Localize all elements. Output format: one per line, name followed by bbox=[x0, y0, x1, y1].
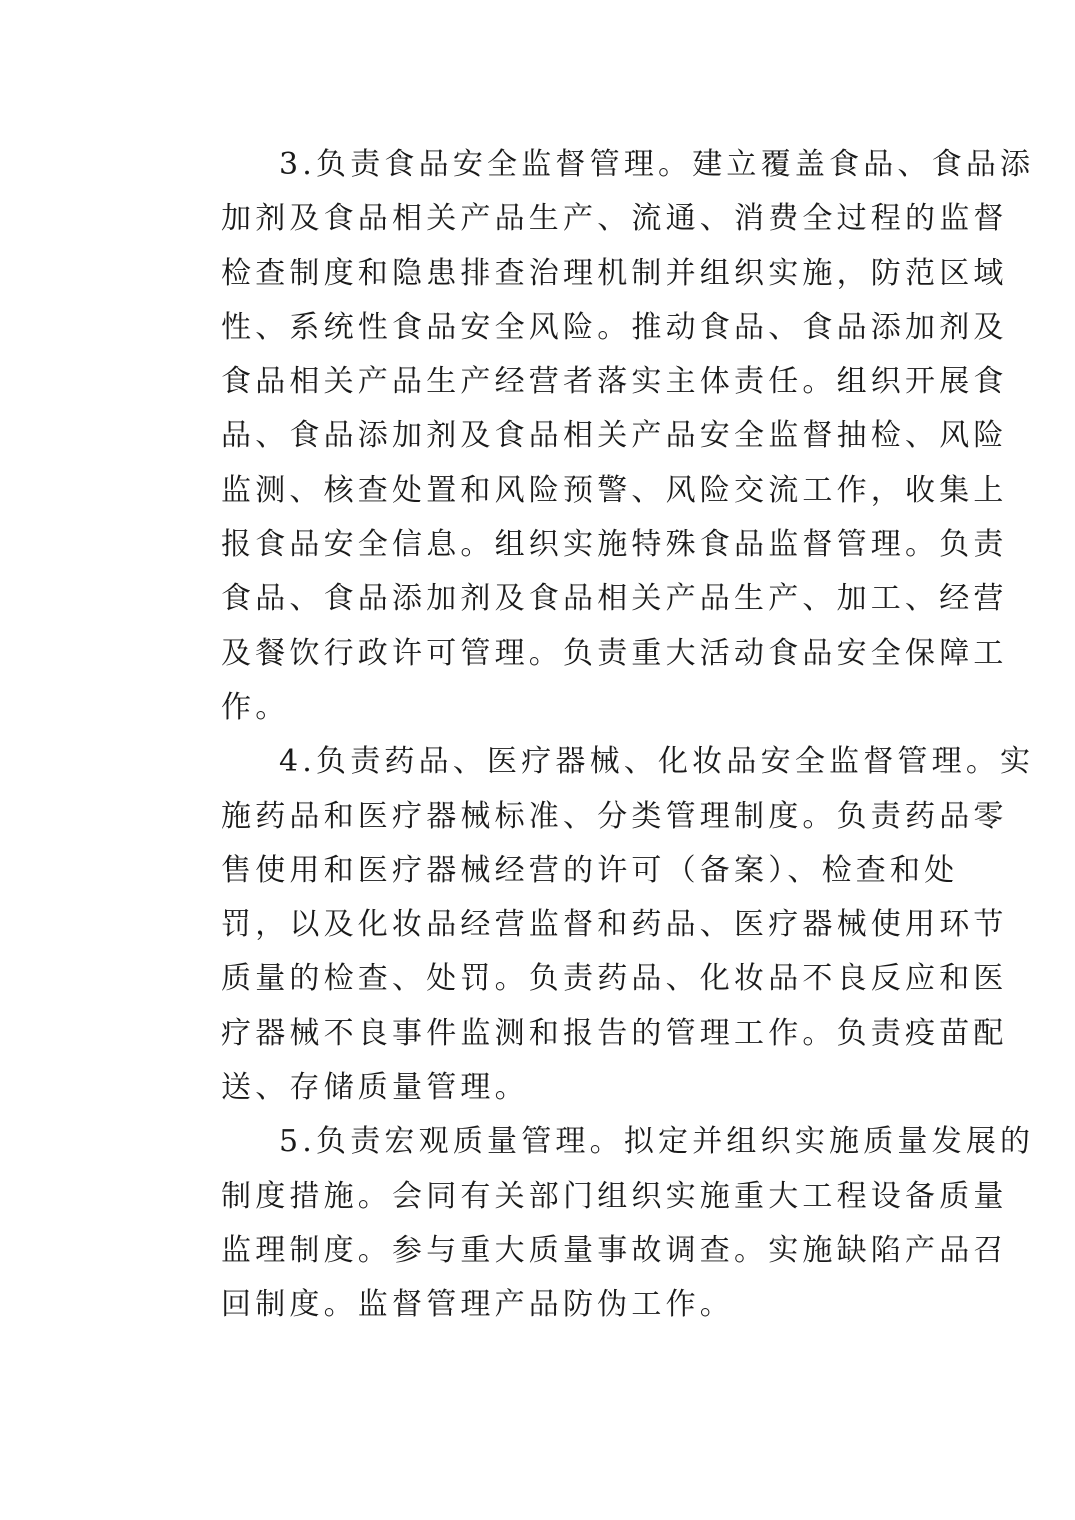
text-line: 罚，以及化妆品经营监督和药品、医疗器械使用环节 bbox=[221, 907, 1008, 943]
text-line: 疗器械不良事件监测和报告的管理工作。负责疫苗配 bbox=[221, 1015, 1008, 1051]
text-line: 食品、食品添加剂及食品相关产品生产、加工、经营 bbox=[221, 581, 1008, 617]
text-line: 监测、核查处置和风险预警、风险交流工作，收集上 bbox=[221, 472, 1008, 508]
text-line: 4.负责药品、医疗器械、化妆品安全监督管理。实 bbox=[279, 744, 1035, 780]
paragraph-drug-safety bbox=[221, 735, 1035, 1115]
text-line: 3.负责食品安全监督管理。建立覆盖食品、食品添 bbox=[279, 147, 1035, 182]
text-line: 报食品安全信息。组织实施特殊食品监督管理。负责 bbox=[221, 527, 1008, 563]
text-line: 回制度。监督管理产品防伪工作。 bbox=[221, 1287, 734, 1323]
paragraph-quality-management bbox=[221, 1115, 1035, 1332]
text-line: 送、存储质量管理。 bbox=[221, 1070, 529, 1106]
text-line: 检查制度和隐患排查治理机制并组织实施，防范区域 bbox=[221, 255, 1008, 291]
text-line: 5.负责宏观质量管理。拟定并组织实施质量发展的 bbox=[279, 1124, 1035, 1160]
text-line: 制度措施。会同有关部门组织实施重大工程设备质量 bbox=[221, 1178, 1008, 1214]
text-line: 作。 bbox=[221, 689, 290, 725]
text-line: 施药品和医疗器械标准、分类管理制度。负责药品零 bbox=[221, 798, 1008, 834]
text-line: 性、系统性食品安全风险。推动食品、食品添加剂及 bbox=[221, 309, 1008, 345]
text-line: 售使用和医疗器械经营的许可（备案）、检查和处 bbox=[221, 852, 959, 888]
document-body bbox=[221, 138, 1035, 1333]
text-line: 食品相关产品生产经营者落实主体责任。组织开展食 bbox=[221, 364, 1008, 400]
text-line: 品、食品添加剂及食品相关产品安全监督抽检、风险 bbox=[221, 418, 1008, 454]
text-line: 加剂及食品相关产品生产、流通、消费全过程的监督 bbox=[221, 201, 1008, 237]
text-line: 监理制度。参与重大质量事故调查。实施缺陷产品召 bbox=[221, 1232, 1008, 1268]
paragraph-food-safety bbox=[221, 138, 1035, 735]
text-line: 质量的检查、处罚。负责药品、化妆品不良反应和医 bbox=[221, 961, 1008, 997]
text-line: 及餐饮行政许可管理。负责重大活动食品安全保障工 bbox=[221, 635, 1008, 671]
